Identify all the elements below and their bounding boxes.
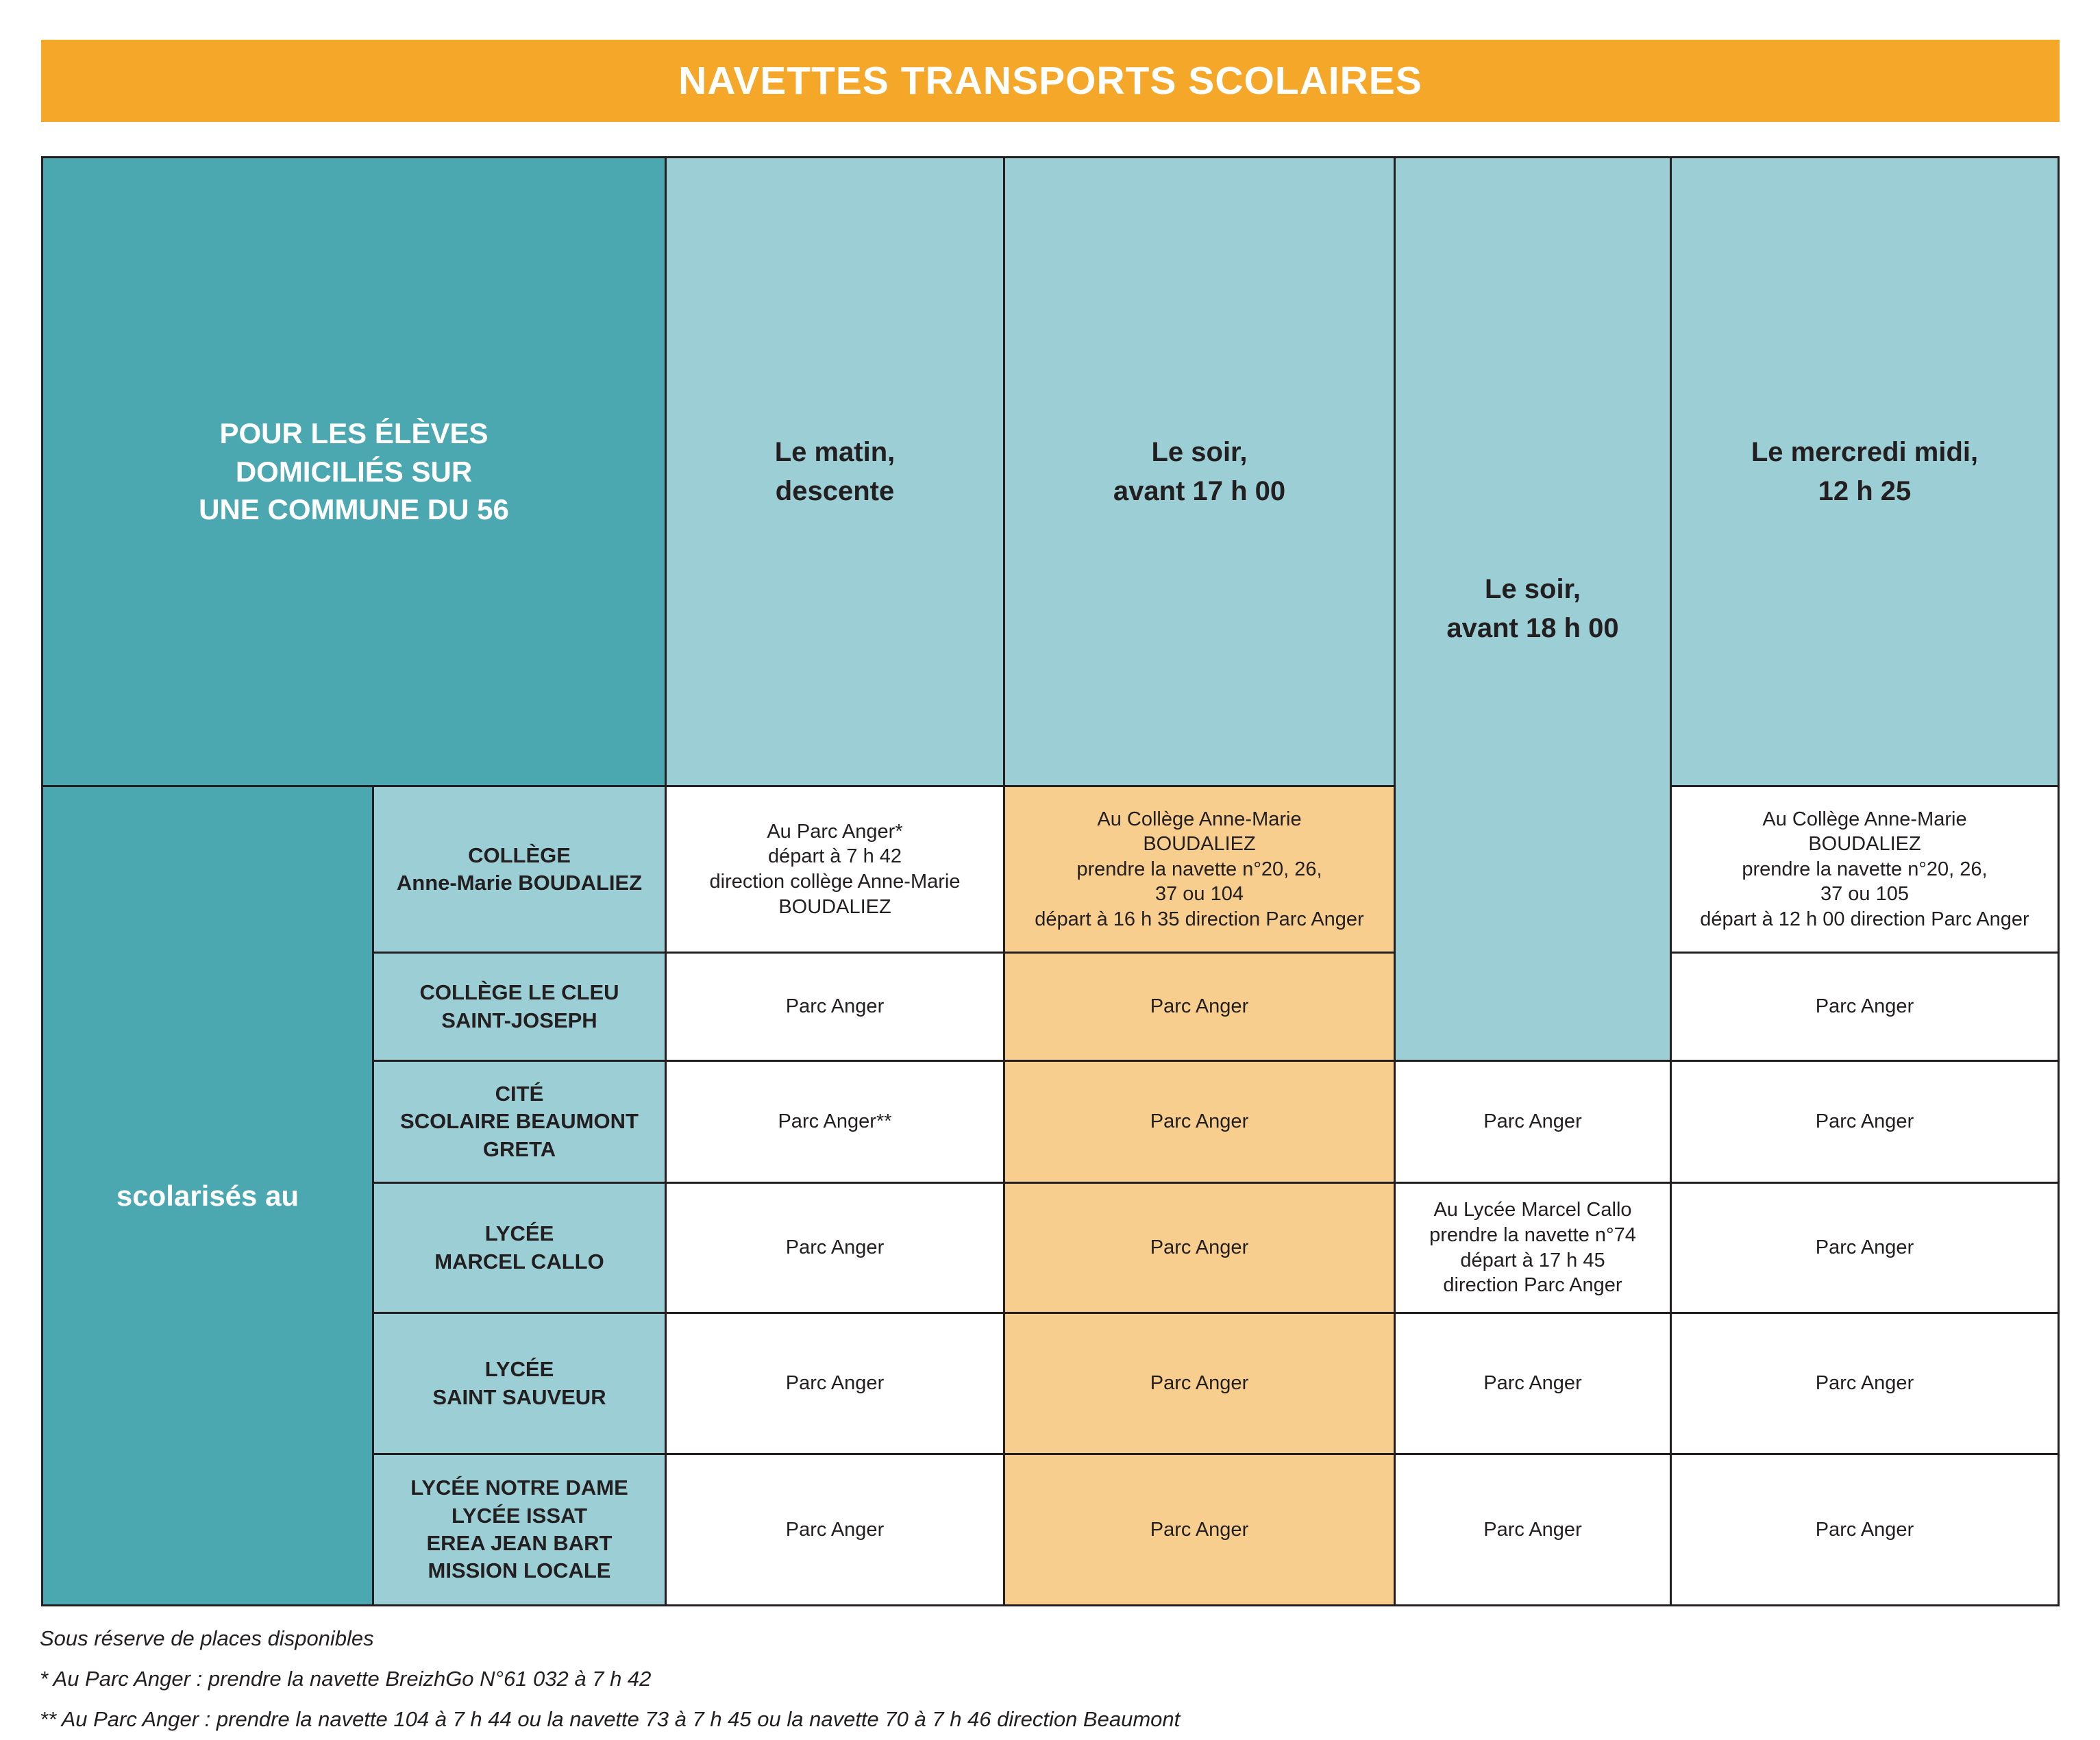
cell-saint-sauveur-mercredi: Parc Anger <box>1672 1314 2058 1453</box>
cell-boudaliez-mercredi: Au Collège Anne-Marie BOUDALIEZ prendre la navette n°20, 26, 37 ou 105 départ à 12 h 00 direction Parc Anger <box>1672 787 2058 952</box>
cell-notre-dame-mercredi: Parc Anger <box>1672 1455 2058 1604</box>
cell-beaumont-mercredi: Parc Anger <box>1672 1062 2058 1182</box>
cell-marcel-callo-mercredi: Parc Anger <box>1672 1184 2058 1312</box>
school-label-saint-sauveur: LYCÉE SAINT SAUVEUR <box>374 1314 665 1453</box>
school-label-notre-dame-issat-erea-mission: LYCÉE NOTRE DAME LYCÉE ISSAT EREA JEAN BART MISSION LOCALE <box>374 1455 665 1604</box>
school-label-college-boudaliez: COLLÈGE Anne-Marie BOUDALIEZ <box>374 787 665 952</box>
footnote-places-disponibles: Sous réserve de places disponibles <box>40 1626 374 1650</box>
corner-header-audience: POUR LES ÉLÈVES DOMICILIÉS SUR UNE COMMUNE DU 56 <box>43 158 665 785</box>
cell-marcel-callo-soir-18h: Au Lycée Marcel Callo prendre la navette n°74 départ à 17 h 45 direction Parc Anger <box>1396 1184 1670 1312</box>
cell-le-cleu-soir-17h: Parc Anger <box>1005 954 1394 1060</box>
cell-boudaliez-soir-17h: Au Collège Anne-Marie BOUDALIEZ prendre la navette n°20, 26, 37 ou 104 départ à 16 h 35 direction Parc Anger <box>1005 787 1394 952</box>
cell-notre-dame-matin: Parc Anger <box>667 1455 1003 1604</box>
school-label-cite-scolaire-beaumont: CITÉ SCOLAIRE BEAUMONT GRETA <box>374 1062 665 1182</box>
cell-beaumont-matin: Parc Anger** <box>667 1062 1003 1182</box>
cell-le-cleu-matin: Parc Anger <box>667 954 1003 1060</box>
cell-saint-sauveur-soir-17h: Parc Anger <box>1005 1314 1394 1453</box>
cell-boudaliez-matin: Au Parc Anger* départ à 7 h 42 direction collège Anne-Marie BOUDALIEZ <box>667 787 1003 952</box>
cell-beaumont-soir-18h: Parc Anger <box>1396 1062 1670 1182</box>
school-label-marcel-callo: LYCÉE MARCEL CALLO <box>374 1184 665 1312</box>
cell-saint-sauveur-soir-18h: Parc Anger <box>1396 1314 1670 1453</box>
column-header-mercredi-midi: Le mercredi midi, 12 h 25 <box>1672 158 2058 785</box>
footnote-asterisk-2: ** Au Parc Anger : prendre la navette 104 à 7 h 44 ou la navette 73 à 7 h 45 ou la navette 70 à 7 h 46 direction Beaumont <box>40 1706 1181 1731</box>
cell-beaumont-soir-17h: Parc Anger <box>1005 1062 1394 1182</box>
cell-marcel-callo-matin: Parc Anger <box>667 1184 1003 1312</box>
column-header-matin: Le matin, descente <box>667 158 1003 785</box>
footnotes <box>40 1619 1180 1740</box>
footnote-asterisk-1: * Au Parc Anger : prendre la navette BreizhGo N°61 032 à 7 h 42 <box>40 1666 652 1691</box>
shuttle-timetable <box>41 156 2060 1606</box>
column-header-soir-17h: Le soir, avant 17 h 00 <box>1005 158 1394 785</box>
cell-marcel-callo-soir-17h: Parc Anger <box>1005 1184 1394 1312</box>
cell-notre-dame-soir-18h: Parc Anger <box>1396 1455 1670 1604</box>
cell-saint-sauveur-matin: Parc Anger <box>667 1314 1003 1453</box>
school-label-le-cleu-saint-joseph: COLLÈGE LE CLEU SAINT-JOSEPH <box>374 954 665 1060</box>
title-banner <box>41 40 2060 122</box>
row-group-label-scolarises-au: scolarisés au <box>43 787 372 1604</box>
column-header-soir-18h: Le soir, avant 18 h 00 <box>1396 158 1670 1060</box>
page-title: NAVETTES TRANSPORTS SCOLAIRES <box>678 59 1422 103</box>
cell-notre-dame-soir-17h: Parc Anger <box>1005 1455 1394 1604</box>
cell-le-cleu-mercredi: Parc Anger <box>1672 954 2058 1060</box>
